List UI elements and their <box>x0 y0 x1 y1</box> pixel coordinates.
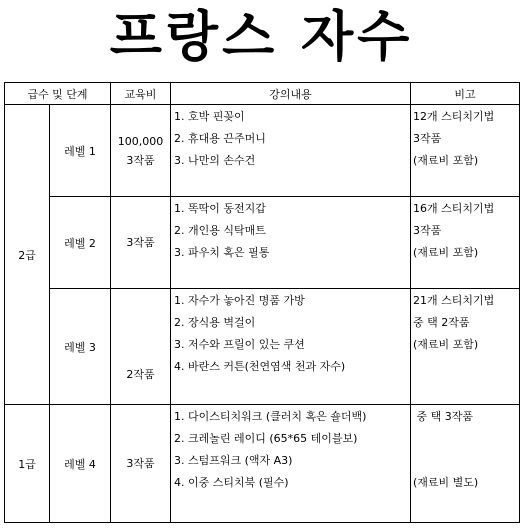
level-cell: 레벨 1 <box>50 105 111 197</box>
note-item: 중 택 2작품 <box>413 316 470 329</box>
note-item: (재료비 별도) <box>413 476 479 489</box>
note-cell <box>411 105 520 197</box>
content-item: 4. 바란스 커튼(천연염색 천과 자수) <box>174 360 346 373</box>
note-item: (재료비 포함) <box>413 246 479 259</box>
cost-amount: 100,000 <box>117 134 164 148</box>
level-cell: 레벨 3 <box>50 289 111 405</box>
note-cell <box>411 405 520 523</box>
header-content: 강의내용 <box>171 83 411 105</box>
content-item: 1. 자수가 놓아진 명품 가방 <box>174 294 305 307</box>
content-item: 1. 다이스티치워크 (클러치 혹은 숄더백) <box>174 410 367 423</box>
header-cost: 교육비 <box>111 83 171 105</box>
note-item: (재료비 포함) <box>413 154 479 167</box>
level-cell: 레벨 2 <box>50 197 111 289</box>
content-cell <box>171 105 411 197</box>
note-item: 중 택 3작품 <box>413 410 473 423</box>
cost-works: 3작품 <box>126 236 155 249</box>
note-item: 12개 스티치기법 <box>413 110 495 123</box>
content-item: 1. 호박 핀꽂이 <box>174 110 245 123</box>
cost-works: 3작품 <box>126 153 155 167</box>
cost-works: 3작품 <box>126 457 155 470</box>
content-item: 3. 파우치 혹은 필통 <box>174 246 270 259</box>
table-row <box>5 105 520 197</box>
cost-cell <box>111 105 171 197</box>
grade-1-cell: 1급 <box>5 405 50 523</box>
cost-cell <box>111 197 171 289</box>
note-cell <box>411 197 520 289</box>
curriculum-table <box>4 82 520 523</box>
cost-cell <box>111 405 171 523</box>
note-cell <box>411 289 520 405</box>
content-cell <box>171 289 411 405</box>
grade-2-cell: 2급 <box>5 105 50 405</box>
cost-works: 2작품 <box>126 368 155 381</box>
note-item: 16개 스티치기법 <box>413 202 495 215</box>
content-item: 1. 똑딱이 동전지갑 <box>174 202 266 215</box>
note-item: 3작품 <box>413 132 442 145</box>
table-row <box>5 405 520 523</box>
header-grade-level: 급수 및 단계 <box>5 83 111 105</box>
content-item: 3. 나만의 손수건 <box>174 154 256 167</box>
note-item: 3작품 <box>413 224 442 237</box>
note-item: 21개 스티치기법 <box>413 294 495 307</box>
content-item: 2. 장식용 벽걸이 <box>174 316 256 329</box>
header-note: 비고 <box>411 83 520 105</box>
table-row <box>5 289 520 405</box>
content-item: 2. 휴대용 끈주머니 <box>174 132 266 145</box>
content-item: 3. 저수와 프릴이 있는 쿠션 <box>174 338 305 351</box>
content-item: 3. 스텀프워크 (액자 A3) <box>174 454 293 467</box>
content-cell <box>171 197 411 289</box>
page-title: 프랑스 자수 <box>109 5 414 68</box>
table-row <box>5 197 520 289</box>
level-cell: 레벨 4 <box>50 405 111 523</box>
content-item: 2. 크레놀린 레이디 (65*65 테이블보) <box>174 432 358 445</box>
cost-cell <box>111 289 171 405</box>
table-header-row <box>5 83 520 105</box>
content-cell <box>171 405 411 523</box>
note-item: (재료비 포함) <box>413 338 479 351</box>
content-item: 4. 이중 스티치북 (필수) <box>174 476 289 489</box>
content-item: 2. 개인용 식탁매트 <box>174 224 266 237</box>
